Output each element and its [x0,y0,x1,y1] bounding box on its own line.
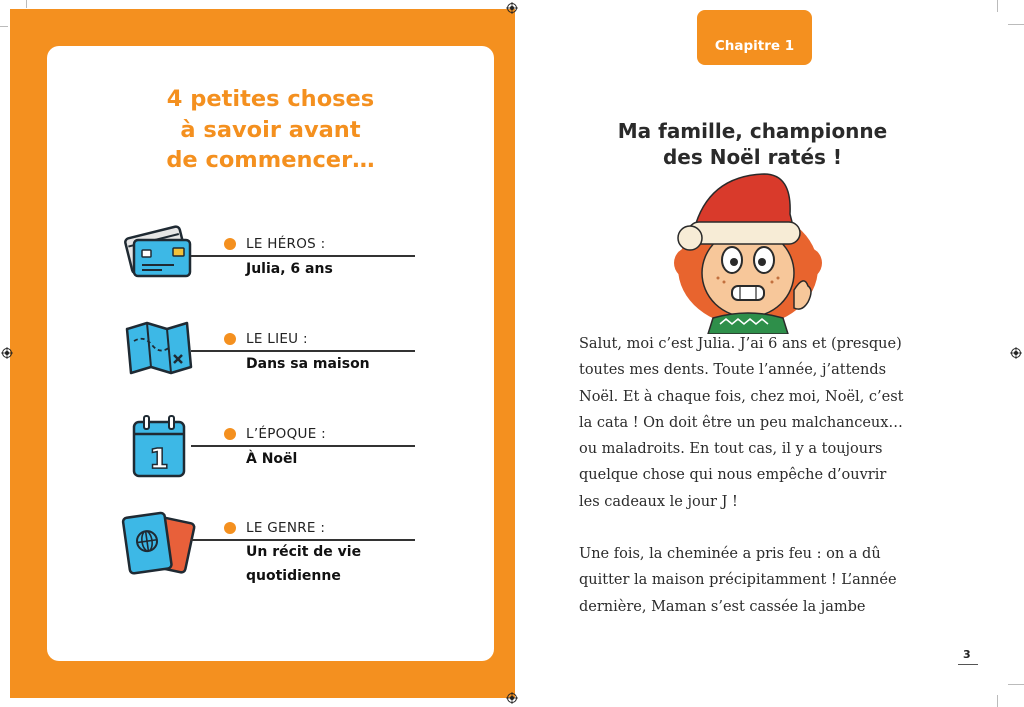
crop-mark [1008,684,1024,685]
crop-mark [1008,24,1024,25]
hero-label: LE HÉROS : [246,236,326,252]
place-value: Dans sa maison [246,356,370,372]
bullet-dot [224,238,236,250]
map-icon [118,305,196,385]
text-line: Une fois, la cheminée a pris feu : on a dû [579,546,881,562]
genre-value [246,540,361,588]
registration-mark-icon [506,692,518,704]
info-item-period [118,400,428,492]
title-line: Ma famille, championne [617,119,888,143]
text-line: dernière, Maman s’est cassée la jambe [579,598,866,615]
text-line: Salut, moi c’est Julia. J’ai 6 ans et (presque) [579,336,902,352]
genre-label: LE GENRE : [246,520,326,536]
crop-mark [997,695,998,707]
heading-line: de commencer… [166,147,375,173]
bullet-dot [224,428,236,440]
period-value: À Noël [246,451,298,467]
title-line: des Noël ratés ! [662,145,843,169]
bullet-dot [224,522,236,534]
place-label: LE LIEU : [246,331,308,347]
info-item-hero [118,210,428,302]
crop-mark [26,0,27,8]
intro-heading [47,84,494,176]
chapter-title [580,118,925,170]
divider-line [191,445,415,447]
text-line: la cata ! On doit être un peu malchanceux… [579,414,903,431]
chapter-tab: Chapitre 1 [697,10,812,65]
info-item-genre [118,495,428,587]
passport-icon [118,495,196,575]
text-line: toutes mes dents. Toute l’année, j’attends [579,362,887,379]
registration-mark-icon [506,2,518,14]
crop-mark [997,0,998,12]
crop-mark [0,26,8,27]
genre-value-line: Un récit de vie [246,544,362,560]
text-line: Noël. Et à chaque fois, chez moi, Noël, c’est [579,388,904,405]
bullet-dot [224,333,236,345]
id-card-icon [118,210,196,290]
julia-santa-hat-illustration [668,168,828,334]
info-item-place [118,305,428,397]
text-line: ou maladroits. En tout cas, il y a toujours [579,441,883,458]
heading-line: à savoir avant [180,116,361,143]
genre-value-line: quotidienne [246,568,341,584]
page-number-rule [958,664,978,665]
text-line: les cadeaux le jour J ! [579,493,738,510]
calendar-day: 1 [149,442,169,475]
story-paragraph-2 [579,541,929,620]
registration-mark-icon [1010,347,1022,359]
text-line: quitter la maison précipitamment ! L’année [579,572,897,589]
page-number: 3 [963,648,971,661]
story-paragraph-1 [579,331,929,515]
calendar-icon [118,400,196,480]
period-label: L’ÉPOQUE : [246,426,326,442]
registration-mark-icon [1,347,13,359]
heading-line: 4 petites choses [166,86,375,112]
text-line: quelque chose qui nous empêche d’ouvrir [579,467,887,484]
hero-value: Julia, 6 ans [246,261,333,277]
